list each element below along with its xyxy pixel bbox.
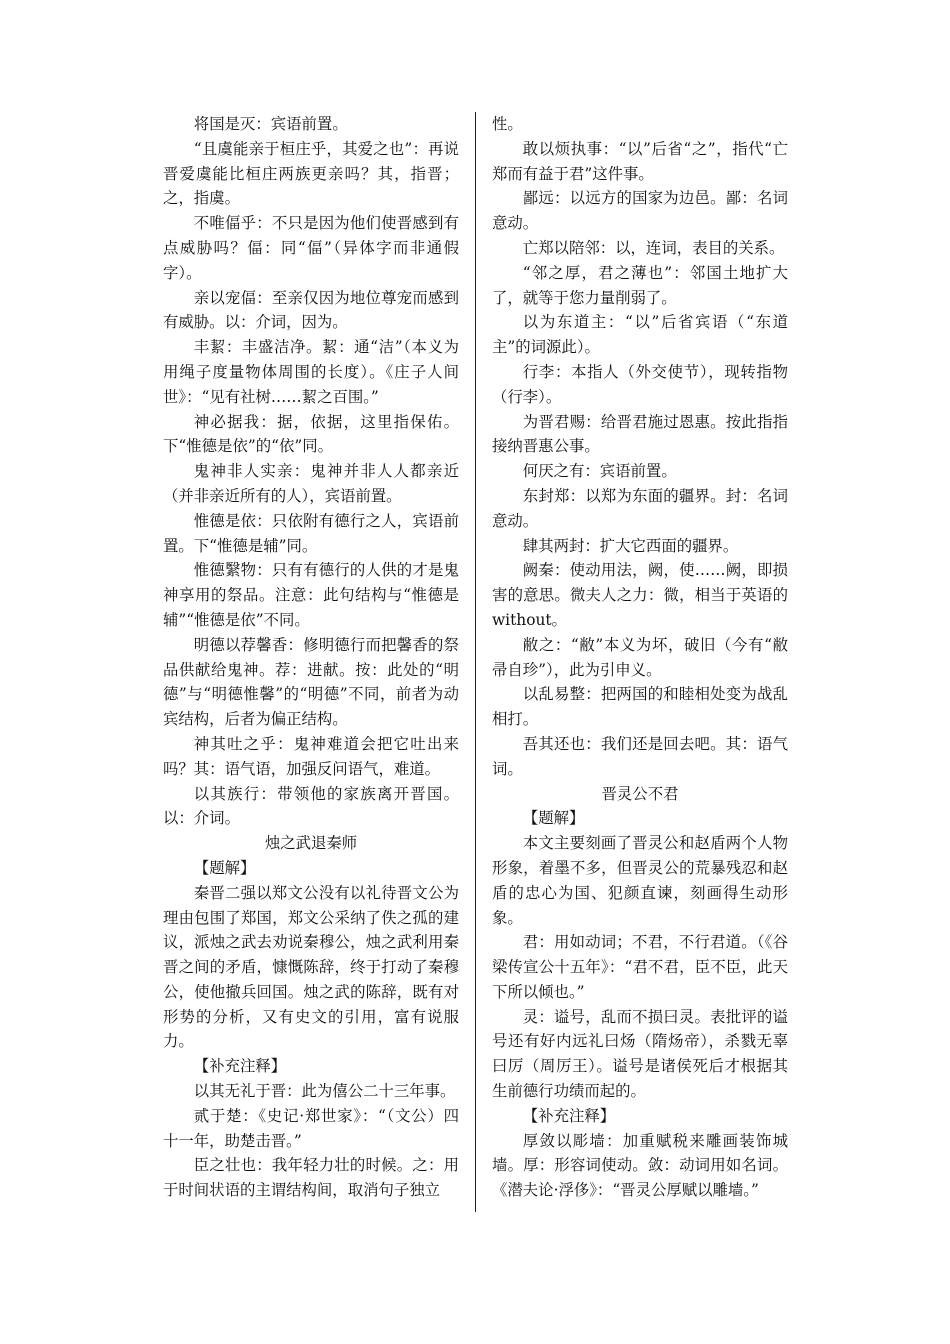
right-column — [492, 112, 788, 1203]
annotation-paragraph: 以乱易整：把两国的和睦相处变为战乱相打。 — [492, 685, 788, 729]
left-column — [163, 112, 459, 1203]
annotation-paragraph: 惟德繄物：只有有德行的人供的才是鬼神享用的祭品。注意：此句结构与“惟德是辅”“惟德是依”不同。 — [163, 561, 459, 629]
section-title: 晋灵公不君 — [601, 784, 679, 803]
column-divider — [475, 112, 476, 1212]
annotation-paragraph: 敝之：“敝”本义为坏，破旧（今有“敝帚自珍”），此为引申义。 — [492, 635, 788, 679]
note-paragraph: 贰于楚：《史记·郑世家》：“（文公）四十一年，助楚击晋。” — [163, 1106, 459, 1150]
intro-text: 本文主要刻画了晋灵公和赵盾两个人物形象，着墨不多，但晋灵公的荒暴残忍和赵盾的忠心为国、犯颜直谏，刻画得生动形象。 — [492, 834, 788, 927]
intro-text: 君：用如动词；不君，不行君道。（《谷梁传宣公十五年》：“君不君，臣不臣，此天下所以倾也。” — [492, 933, 788, 1001]
annotation-paragraph: 不唯偪乎：不只是因为他们使晋感到有点威胁吗？偪：同“偪”（异体字而非通假字）。 — [163, 214, 459, 282]
notes-heading: 【补充注释】 — [193, 1057, 287, 1076]
annotation-paragraph: 亡郑以陪邻：以，连词，表目的关系。 — [522, 238, 785, 257]
annotation-paragraph: 以其族行：带领他的家族离开晋国。以：介词。 — [163, 784, 459, 828]
annotation-paragraph: 以为东道主：“以”后省宾语（“东道主”的词源此）。 — [492, 313, 788, 357]
annotation-paragraph: 鄙远：以远方的国家为边邑。鄙：名词意动。 — [492, 189, 788, 233]
annotation-paragraph: 东封郑：以郑为东面的疆界。封：名词意动。 — [492, 486, 788, 530]
notes-heading: 【补充注释】 — [522, 1106, 616, 1125]
annotation-paragraph: 亲以宠偪：至亲仅因为地位尊宠而感到有威胁。以：介词，因为。 — [163, 288, 459, 332]
annotation-paragraph: 何厌之有：宾语前置。 — [522, 462, 677, 481]
annotation-paragraph: 敢以烦执事：“以”后省“之”，指代“亡郑而有益于君”这件事。 — [492, 139, 788, 183]
note-paragraph: 以其无礼于晋：此为僖公二十三年事。 — [193, 1082, 456, 1101]
annotation-paragraph: 将国是灭：宾语前置。 — [193, 115, 348, 133]
intro-heading: 【题解】 — [522, 809, 585, 828]
intro-text: 灵：谥号，乱而不损曰灵。表批评的谥号还有好内远礼曰炀（隋炀帝），杀戮无辜曰厉（周厉王）。谥号是诸侯死后才根据其生前德行功绩而起的。 — [492, 1007, 788, 1101]
intro-heading: 【题解】 — [193, 858, 256, 877]
annotation-paragraph: 惟德是依：只依附有德行之人，宾语前置。下“惟德是辅”同。 — [163, 511, 459, 555]
annotation-paragraph: “邻之厚，君之薄也”：邻国土地扩大了，就等于您力量削弱了。 — [492, 263, 788, 307]
annotation-paragraph: 鬼神非人实亲：鬼神并非人人都亲近（并非亲近所有的人），宾语前置。 — [163, 462, 459, 505]
annotation-paragraph: 丰絜：丰盛洁净。絜：通“洁”（本义为用绳子度量物体周围的长度）。《庄子人间世》：“见有社树……絜之百围。” — [163, 338, 459, 406]
continuation-text: 性。 — [492, 115, 523, 133]
annotation-paragraph: 阙秦：使动用法，阙，使……阙，即损害的意思。微夫人之力：微，相当于英语的without。 — [492, 561, 788, 629]
annotation-paragraph: 行李：本指人（外交使节），现转指物（行李）。 — [492, 362, 788, 406]
annotation-paragraph: 神必据我：据，依据，这里指保佑。下“惟德是依”的“依”同。 — [163, 412, 459, 456]
annotation-paragraph: 为晋君赐：给晋君施过恩惠。按此指指接纳晋惠公事。 — [492, 412, 788, 456]
note-paragraph: 厚敛以彫墙：加重赋税来雕画装饰城墙。厚：形容词使动。敛：动词用如名词。《潜夫论·浮侈》：“晋灵公厚赋以雕墙。” — [492, 1131, 788, 1200]
section-title: 烛之武退秦师 — [264, 834, 358, 853]
annotation-paragraph: 明德以荐馨香：修明德行而把馨香的祭品供献给鬼神。荐：进献。按：此处的“明德”与“明德惟馨”的“明德”不同，前者为动宾结构，后者为偏正结构。 — [163, 635, 459, 729]
annotation-paragraph: 吾其还也：我们还是回去吧。其：语气词。 — [492, 734, 788, 778]
note-paragraph: 臣之壮也：我年轻力壮的时候。之：用于时间状语的主谓结构间，取消句子独立 — [163, 1156, 459, 1200]
annotation-paragraph: 神其吐之乎：鬼神难道会把它吐出来吗？其：语气语，加强反问语气，难道。 — [163, 734, 459, 778]
intro-text: 秦晋二强以郑文公没有以礼待晋文公为理由包围了郑国，郑文公采纳了佚之孤的建议，派烛之武去劝说秦穆公，烛之武利用秦晋之间的矛盾，慷慨陈辞，终于打动了秦穆公，使他撤兵回国。烛之武的陈辞，既有对形势的分析，又有史文的引用，富有说服力。 — [163, 883, 459, 1051]
annotation-paragraph: “且虞能亲于桓庄乎，其爱之也”：再说晋爱虞能比桓庄两族更亲吗？其，指晋；之，指虞。 — [163, 139, 459, 208]
annotation-paragraph: 肆其两封：扩大它西面的疆界。 — [522, 536, 739, 555]
